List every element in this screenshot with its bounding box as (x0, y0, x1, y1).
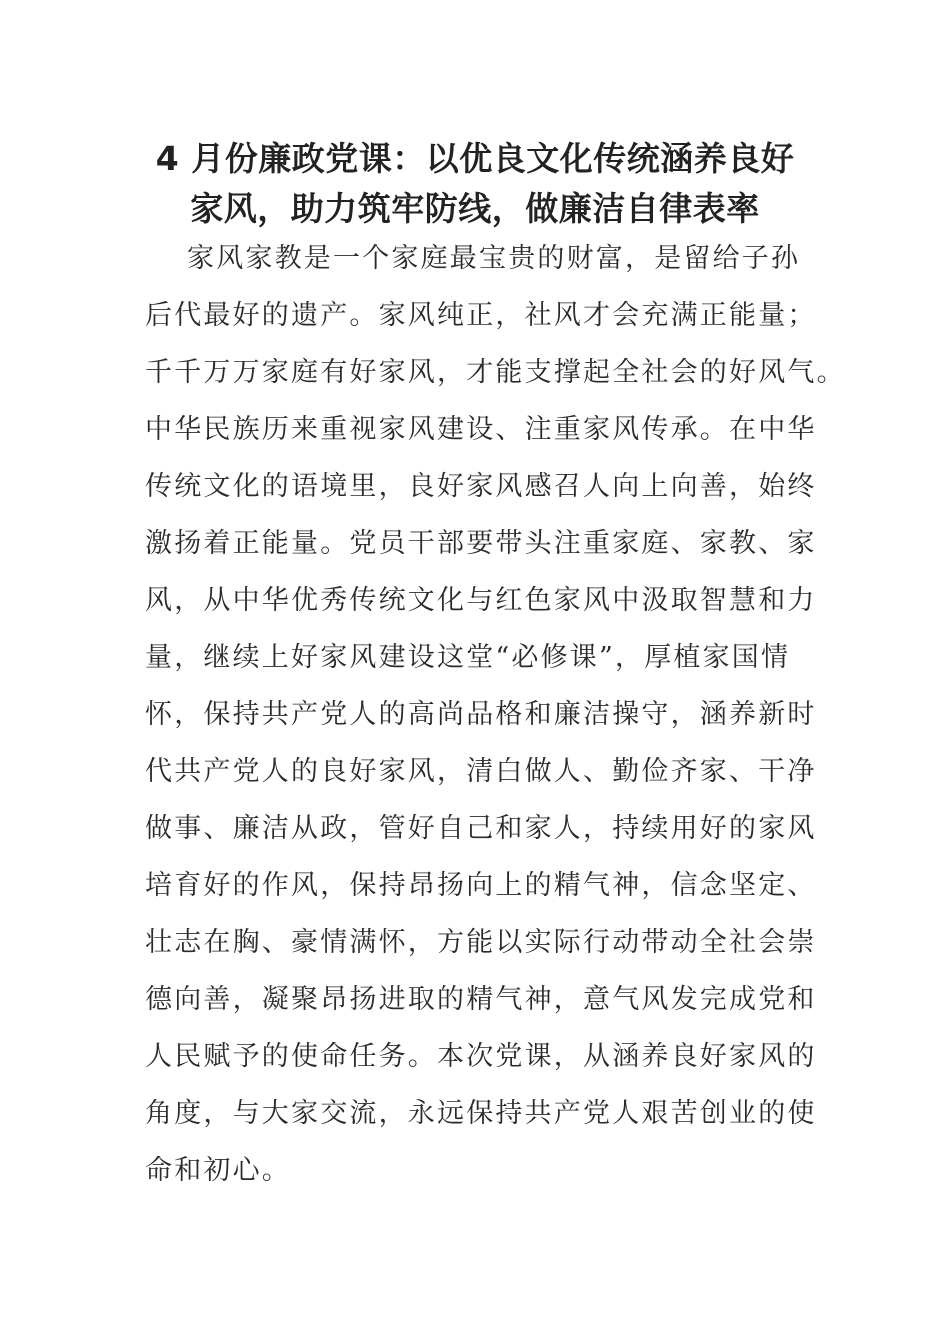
body-line: 培育好的作风，保持昂扬向上的精气神，信念坚定、 (145, 870, 817, 901)
body-line: 人民赋予的使命任务。本次党课，从涵养良好家风的 (145, 1041, 817, 1072)
body-line: 怀，保持共产党人的高尚品格和廉洁操守，涵养新时 (145, 699, 817, 730)
body-line: 角度，与大家交流，永远保持共产党人艰苦创业的使 (145, 1098, 817, 1129)
document-title-line-2: 家风，助力筑牢防线，做廉洁自律表率 (190, 189, 760, 228)
body-line: 后代最好的遗产。家风纯正，社风才会充满正能量； (145, 300, 817, 331)
body-line: 风，从中华优秀传统文化与红色家风中汲取智慧和力 (145, 585, 817, 616)
body-line: 千千万万家庭有好家风，才能支撑起全社会的好风气。 (145, 357, 846, 388)
body-line: 激扬着正能量。党员干部要带头注重家庭、家教、家 (145, 528, 817, 559)
body-line: 做事、廉洁从政，管好自己和家人，持续用好的家风 (145, 813, 817, 844)
body-line: 壮志在胸、豪情满怀，方能以实际行动带动全社会崇 (145, 927, 817, 958)
document-title-line-1: 4 月份廉政党课：以优良文化传统涵养良好 (155, 139, 795, 178)
body-line: 传统文化的语境里，良好家风感召人向上向善，始终 (145, 471, 817, 502)
body-line: 中华民族历来重视家风建设、注重家风传承。在中华 (145, 414, 817, 445)
body-line: 德向善，凝聚昂扬进取的精气神，意气风发完成党和 (145, 984, 817, 1015)
body-line: 命和初心。 (145, 1155, 291, 1186)
body-line: 代共产党人的良好家风，清白做人、勤俭齐家、干净 (145, 756, 817, 787)
body-line: 家风家教是一个家庭最宝贵的财富，是留给子孙 (187, 243, 801, 274)
body-line: 量，继续上好家风建设这堂“必修课”，厚植家国情 (145, 642, 791, 673)
